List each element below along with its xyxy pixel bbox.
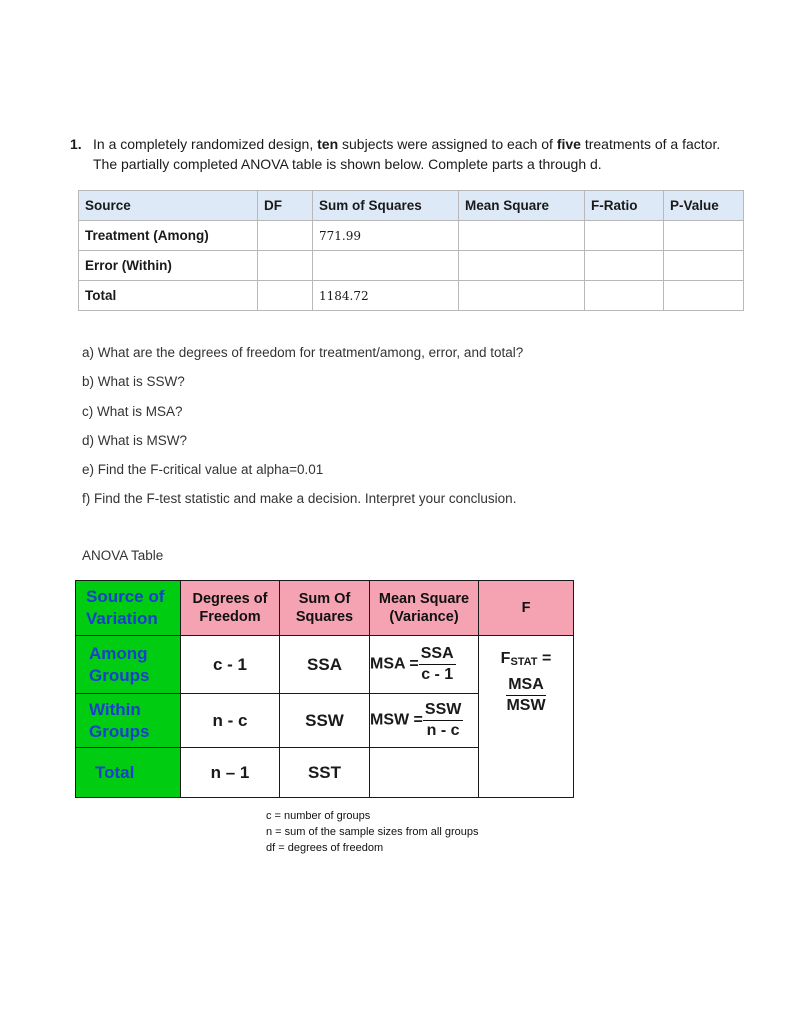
within-groups-label: Within Groups: [76, 694, 181, 748]
part-b: b) What is SSW?: [82, 374, 185, 390]
header-mean-square: Mean Square (Variance): [370, 581, 479, 636]
note-n: n = sum of the sample sizes from all groups: [266, 826, 479, 838]
part-a: a) What are the degrees of freedom for treatment/among, error, and total?: [82, 345, 524, 360]
formula-row-among: [76, 636, 574, 694]
anova-table-title: ANOVA Table: [82, 548, 164, 563]
question-number: 1.: [70, 136, 82, 152]
ms-cell: [459, 281, 585, 311]
among-groups-label: Among Groups: [76, 636, 181, 694]
fraction: $\frac{\text{MSA}}{\text{MSW}}$: [506, 676, 546, 714]
table-row: [79, 221, 744, 251]
among-df: c - 1: [181, 636, 280, 694]
within-ms-formula: MSW = $\frac{\text{SSW}}{n - c}$: [370, 694, 479, 748]
part-f: f) Find the F-test statistic and make a decision. Interpret your conclusion.: [82, 491, 517, 507]
note-df: df = degrees of freedom: [266, 842, 384, 854]
partial-anova-table: [78, 190, 744, 311]
within-ss: SSW: [280, 694, 370, 748]
p-cell: [664, 221, 744, 251]
fraction: $\frac{\text{SSA}}{c - 1}$: [420, 645, 454, 683]
fraction: $\frac{\text{SSW}}{n - c}$: [424, 701, 462, 739]
df-cell: [258, 221, 313, 251]
ss-cell: 771.99: [313, 221, 459, 251]
part-e: e) Find the F-critical value at alpha=0.01: [82, 462, 324, 478]
total-label: Total: [76, 748, 181, 798]
row-source: Total: [79, 281, 258, 311]
f-stat-formula: $F_{STAT}$ = $\frac{\text{MSA}}{\text{MSW}}$: [479, 636, 574, 798]
table-row: [79, 281, 744, 311]
table-row: [79, 251, 744, 281]
ms-cell: [459, 251, 585, 281]
col-header-f: F-Ratio: [585, 191, 664, 221]
question-text: In a completely randomized design, ten subjects were assigned to each of five treatments of a factor. The partially completed ANOVA table is shown below. Complete parts a through d.: [93, 136, 721, 172]
total-ms-empty: [370, 748, 479, 798]
df-cell: [258, 281, 313, 311]
header-source-of-variation: Source of Variation: [76, 581, 181, 636]
header-degrees-of-freedom: Degrees of Freedom: [181, 581, 280, 636]
col-header-p: P-Value: [664, 191, 744, 221]
note-c: c = number of groups: [266, 810, 371, 822]
table-header-row: [79, 191, 744, 221]
p-cell: [664, 281, 744, 311]
among-ss: SSA: [280, 636, 370, 694]
p-cell: [664, 251, 744, 281]
total-ss: SST: [280, 748, 370, 798]
total-df: n – 1: [181, 748, 280, 798]
ms-cell: [459, 221, 585, 251]
col-header-df: DF: [258, 191, 313, 221]
df-cell: [258, 251, 313, 281]
part-c: c) What is MSA?: [82, 403, 183, 419]
col-header-ms: Mean Square: [459, 191, 585, 221]
within-df: n - c: [181, 694, 280, 748]
row-source: Error (Within): [79, 251, 258, 281]
row-source: Treatment (Among): [79, 221, 258, 251]
among-ms-formula: MSA = $\frac{\text{SSA}}{c - 1}$: [370, 636, 479, 694]
f-cell: [585, 281, 664, 311]
ss-cell: [313, 251, 459, 281]
f-cell: [585, 221, 664, 251]
header-sum-of-squares: Sum Of Squares: [280, 581, 370, 636]
header-f: F: [479, 581, 574, 636]
legend-notes: [266, 808, 478, 856]
col-header-source: Source: [79, 191, 258, 221]
anova-formula-table: [75, 580, 574, 798]
question-parts: [82, 343, 523, 519]
ss-cell: 1184.72: [313, 281, 459, 311]
part-d: d) What is MSW?: [82, 432, 188, 448]
f-cell: [585, 251, 664, 281]
col-header-ss: Sum of Squares: [313, 191, 459, 221]
formula-header-row: [76, 581, 574, 636]
